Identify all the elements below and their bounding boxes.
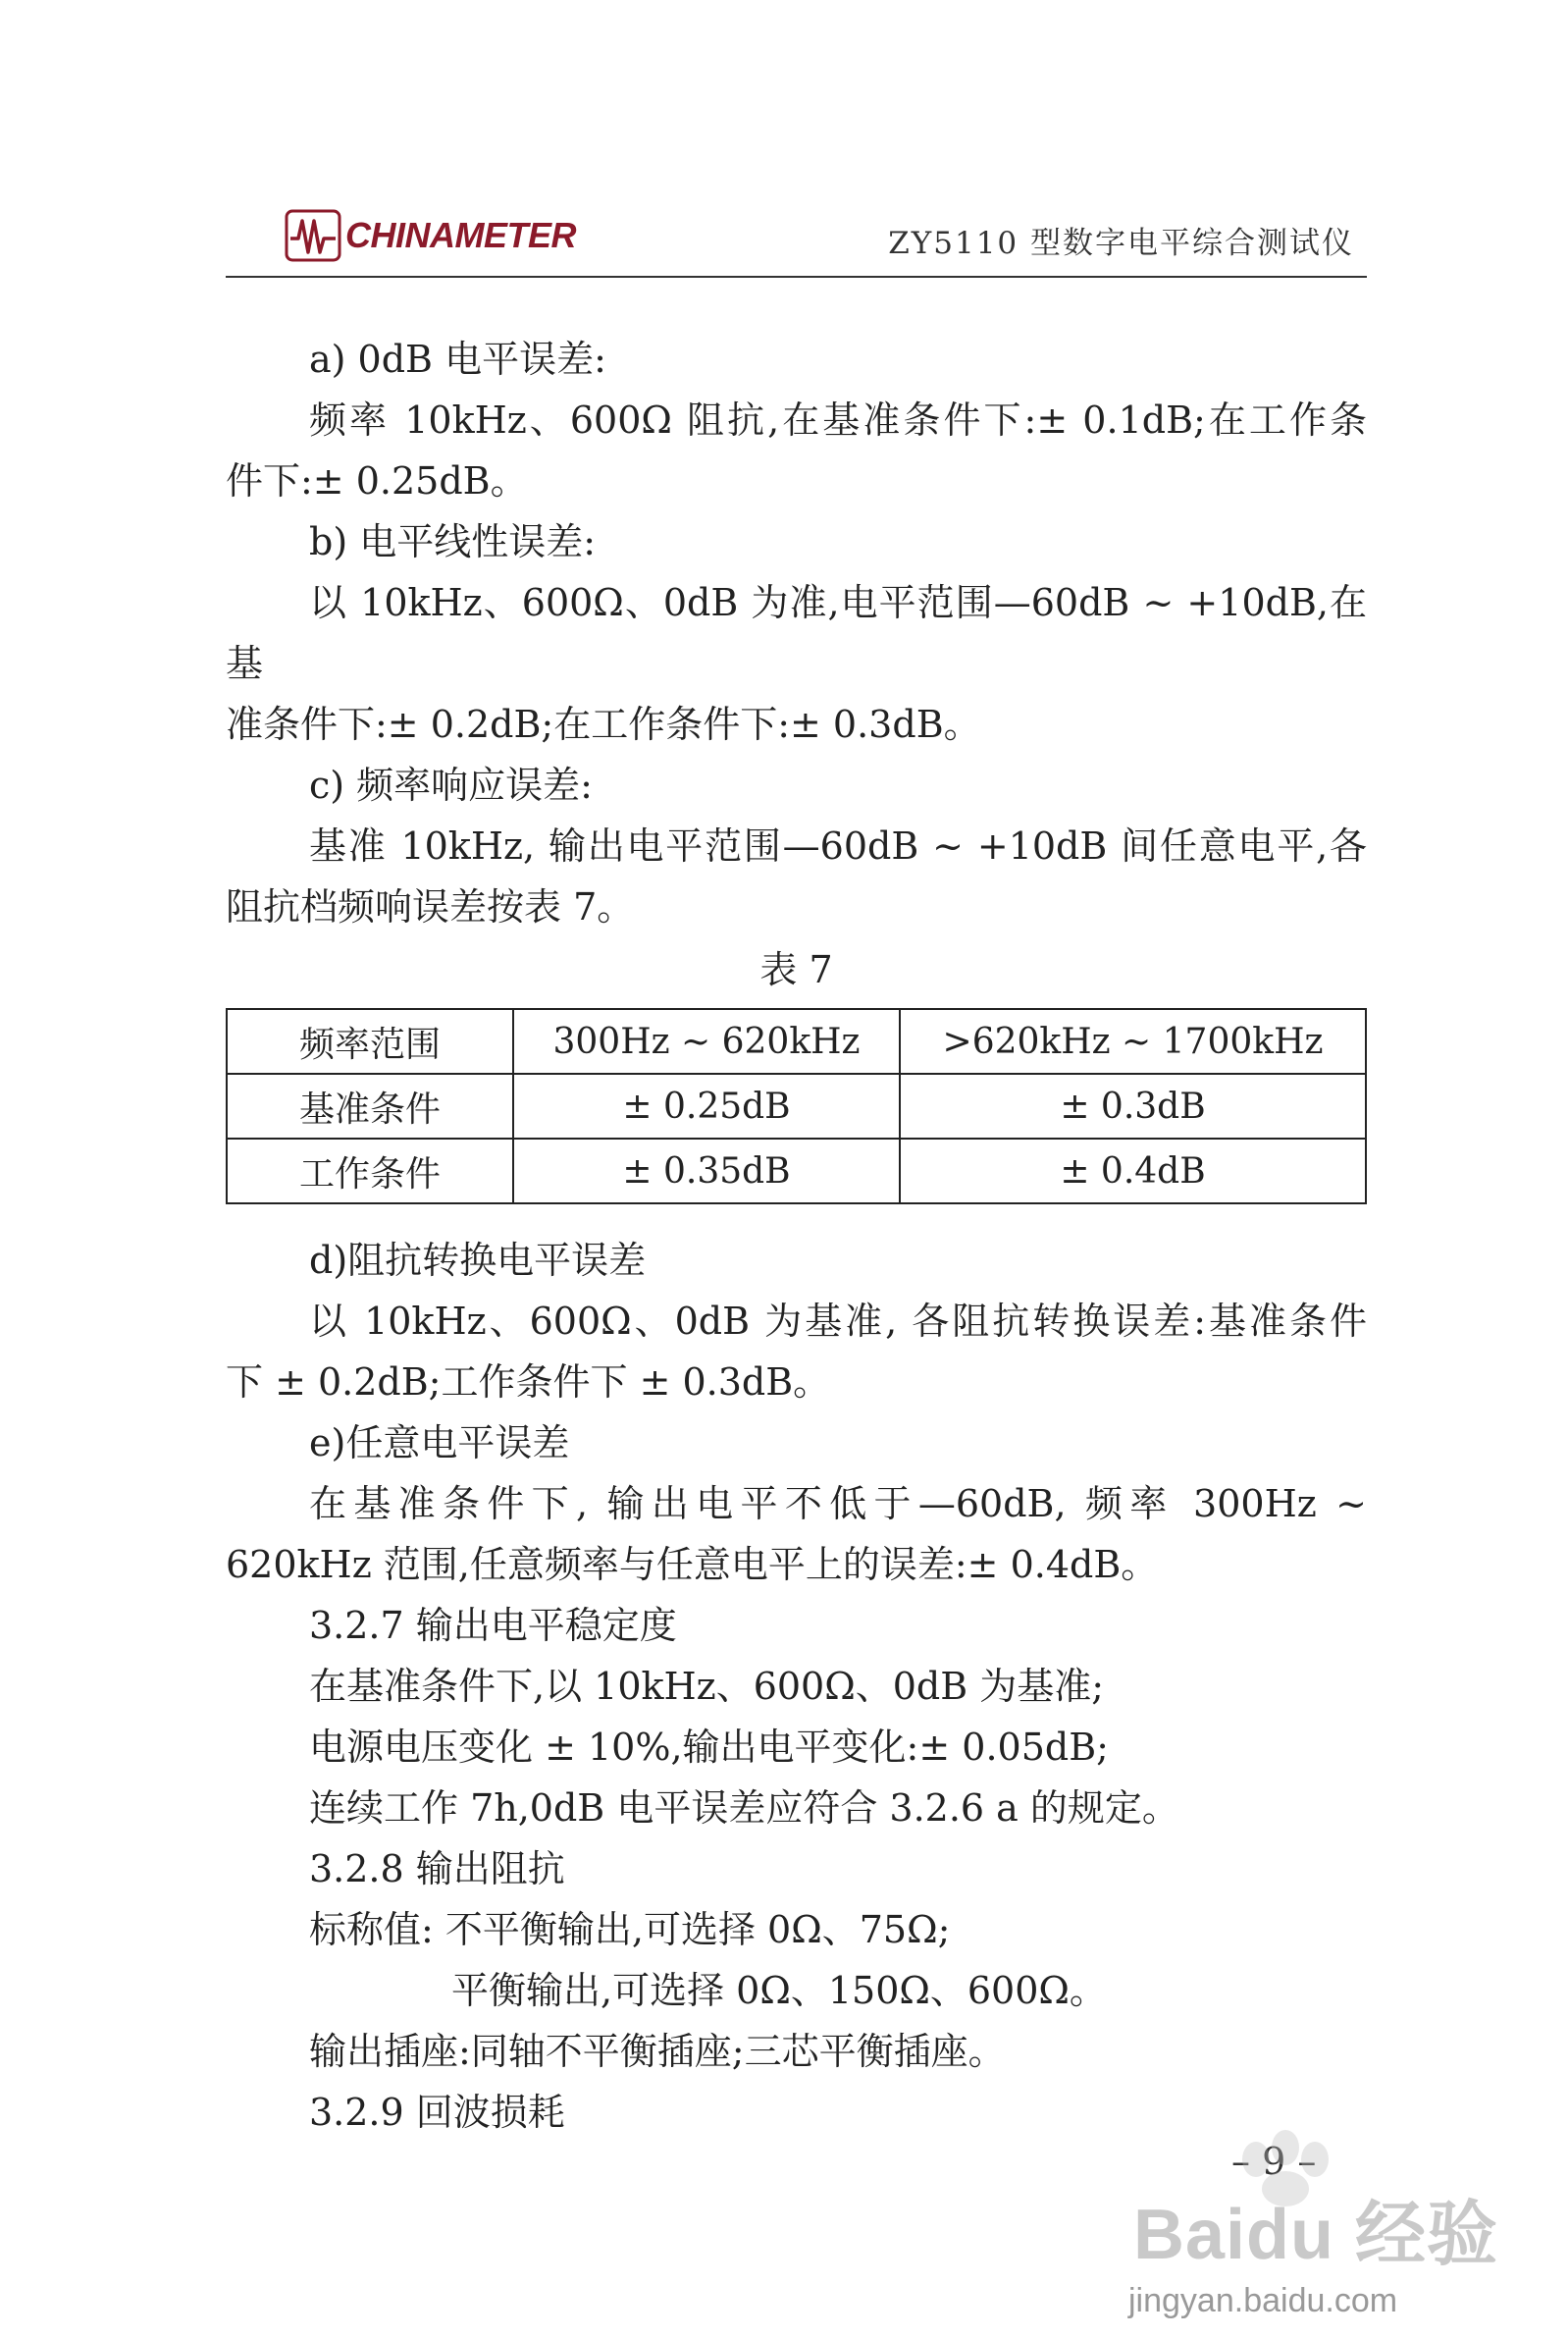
table-row [227, 1139, 1366, 1203]
chinameter-logo-icon [285, 209, 341, 262]
table-row [227, 1074, 1366, 1139]
paragraph-line: 在基准条件下,以 10kHz、600Ω、0dB 为基准; [309, 1665, 1105, 1708]
paragraph-line: 620kHz 范围,任意频率与任意电平上的误差:± 0.4dB。 [226, 1543, 1159, 1586]
table-caption: 表 7 [759, 948, 833, 991]
paragraph-line: 准条件下:± 0.2dB;在工作条件下:± 0.3dB。 [226, 703, 981, 746]
watermark-brand: Baidu 经验 [1133, 2196, 1499, 2274]
paragraph-line: 下 ± 0.2dB;工作条件下 ± 0.3dB。 [226, 1360, 831, 1404]
heading-a: a) 0dB 电平误差: [309, 338, 606, 381]
document-header-title: ZY5110 型数字电平综合测试仪 [888, 226, 1354, 261]
paragraph-line: 平衡输出,可选择 0Ω、150Ω、600Ω。 [451, 1969, 1107, 2012]
table-cell: ± 0.25dB [513, 1074, 900, 1139]
section-heading-3-2-8: 3.2.8 输出阻抗 [309, 1847, 565, 1890]
page-number: – 9 – [1231, 2140, 1317, 2183]
header-rule [226, 276, 1367, 278]
paragraph-line: 连续工作 7h,0dB 电平误差应符合 3.2.6 a 的规定。 [309, 1786, 1179, 1830]
table-cell: ± 0.4dB [900, 1139, 1366, 1203]
table-cell: 频率范围 [227, 1009, 513, 1074]
heading-d: d)阻抗转换电平误差 [309, 1239, 647, 1282]
heading-e: e)任意电平误差 [309, 1421, 570, 1464]
paragraph-line: 电源电压变化 ± 10%,输出电平变化:± 0.05dB; [309, 1726, 1109, 1769]
table-cell: 基准条件 [227, 1074, 513, 1139]
table-cell: ± 0.35dB [513, 1139, 900, 1203]
section-heading-3-2-9: 3.2.9 回波损耗 [309, 2091, 565, 2134]
paragraph-line: 频率 10kHz、600Ω 阻抗,在基准条件下:± 0.1dB;在工作条 [309, 399, 1367, 442]
logo-text: CHINAMETER [345, 215, 576, 255]
paragraph-line: 阻抗档频响误差按表 7。 [226, 885, 635, 929]
section-heading-3-2-7: 3.2.7 输出电平稳定度 [309, 1604, 677, 1647]
table-7 [226, 1008, 1367, 1204]
heading-b: b) 电平线性误差: [309, 520, 597, 563]
chinameter-logo [285, 208, 576, 263]
paragraph-line: 输出插座:同轴不平衡插座;三芯平衡插座。 [309, 2030, 1006, 2073]
paragraph-line: 在基准条件下, 输出电平不低于—60dB, 频率 300Hz ~ [309, 1482, 1367, 1525]
page-content [226, 329, 1367, 2143]
paragraph-line: 件下:± 0.25dB。 [226, 459, 528, 503]
paragraph-line: 标称值: 不平衡输出,可选择 0Ω、75Ω; [309, 1908, 951, 1951]
table-cell: 300Hz ~ 620kHz [513, 1009, 900, 1074]
paragraph-line: 基准 10kHz, 输出电平范围—60dB ~ +10dB 间任意电平,各 [309, 824, 1367, 868]
table-cell: >620kHz ~ 1700kHz [900, 1009, 1366, 1074]
paragraph-line: 以 10kHz、600Ω、0dB 为基准, 各阻抗转换误差:基准条件 [309, 1300, 1367, 1343]
table-cell: ± 0.3dB [900, 1074, 1366, 1139]
watermark-url: jingyan.baidu.com [1128, 2282, 1398, 2319]
paragraph-line: 以 10kHz、600Ω、0dB 为准,电平范围—60dB ~ +10dB,在基 [226, 581, 1367, 685]
table-row [227, 1009, 1366, 1074]
heading-c: c) 频率响应误差: [309, 764, 593, 807]
table-cell: 工作条件 [227, 1139, 513, 1203]
